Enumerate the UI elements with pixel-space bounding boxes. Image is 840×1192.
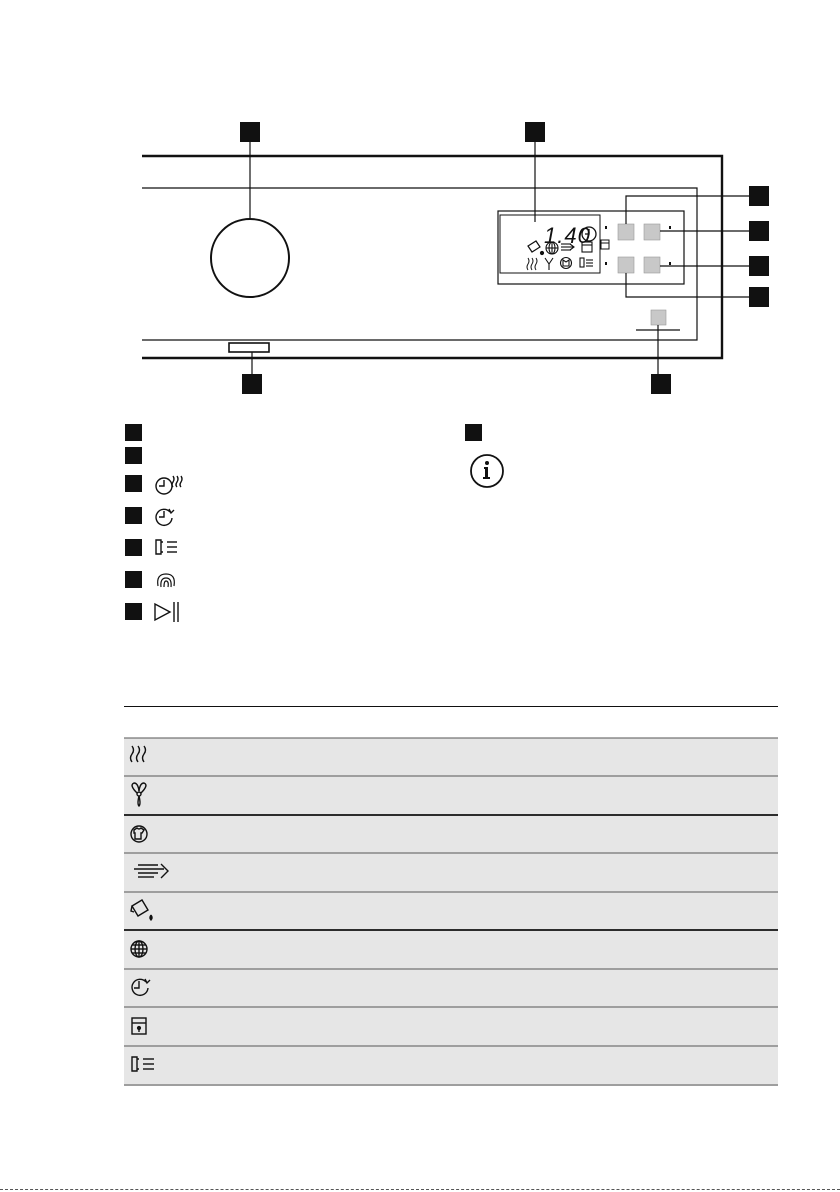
callout-marker-1 bbox=[240, 122, 260, 142]
program-knob[interactable] bbox=[211, 219, 289, 297]
legend-marker bbox=[465, 424, 482, 441]
sound-icon bbox=[156, 540, 177, 554]
touch-button-bottom-left[interactable] bbox=[618, 257, 634, 273]
table-header bbox=[124, 706, 778, 738]
table-row bbox=[124, 1007, 778, 1046]
fingerprint-icon bbox=[158, 574, 175, 587]
table-row bbox=[124, 853, 778, 892]
table-row bbox=[124, 969, 778, 1007]
callout-marker-3 bbox=[749, 186, 769, 206]
legend-marker bbox=[125, 447, 142, 464]
table-row bbox=[124, 815, 778, 853]
legend-marker bbox=[125, 603, 142, 620]
legend-marker bbox=[125, 571, 142, 588]
legend-right bbox=[460, 418, 520, 498]
table-row bbox=[124, 930, 778, 969]
table-row bbox=[124, 776, 778, 815]
display-time: 1.40 bbox=[544, 223, 591, 248]
table-rows bbox=[124, 738, 778, 1086]
on-off-slot[interactable] bbox=[229, 343, 269, 352]
legend-marker bbox=[125, 539, 142, 556]
table-row bbox=[124, 1046, 778, 1086]
table-row bbox=[124, 738, 778, 776]
start-pause-button[interactable] bbox=[651, 310, 666, 325]
callout-marker-6 bbox=[749, 287, 769, 307]
timer-heat-icon bbox=[156, 476, 182, 494]
legend-marker bbox=[125, 424, 142, 441]
touch-button-top-left[interactable] bbox=[618, 224, 634, 240]
callout-marker-7 bbox=[242, 374, 262, 394]
touch-button-top-right[interactable] bbox=[644, 224, 660, 240]
callout-marker-4 bbox=[749, 221, 769, 241]
callout-marker-5 bbox=[749, 256, 769, 276]
globe-icon bbox=[131, 941, 147, 957]
timer-restart-icon bbox=[156, 509, 174, 525]
table-row bbox=[124, 892, 778, 930]
legend-marker bbox=[125, 475, 142, 492]
callout-marker-8 bbox=[651, 374, 671, 394]
display-globe-icon bbox=[546, 242, 558, 254]
play-pause-icon bbox=[155, 602, 178, 622]
display-symbols-table bbox=[124, 706, 778, 1086]
page-edge-dashed-line bbox=[0, 1189, 840, 1190]
legend-left bbox=[120, 418, 210, 628]
callout-marker-2 bbox=[525, 122, 545, 142]
control-panel-diagram bbox=[0, 0, 840, 420]
legend-marker bbox=[125, 507, 142, 524]
touch-button-bottom-right[interactable] bbox=[644, 257, 660, 273]
info-icon bbox=[471, 455, 503, 487]
